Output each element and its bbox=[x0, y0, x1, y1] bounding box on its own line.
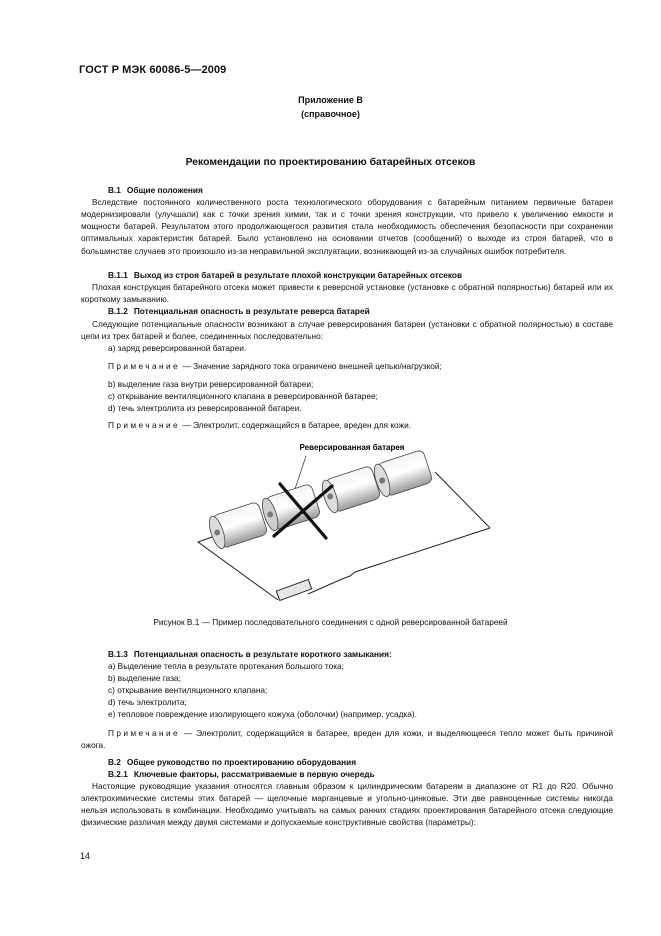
section-heading-b13 bbox=[108, 649, 392, 659]
circuit-wire-bottom bbox=[308, 528, 490, 594]
figure-b1-diagram bbox=[190, 436, 500, 604]
note-label: Примечание bbox=[108, 420, 181, 430]
section-number: В.1.2 bbox=[108, 306, 128, 316]
resistor-body bbox=[276, 579, 311, 600]
battery-cell-1 bbox=[206, 501, 268, 550]
note-2 bbox=[108, 420, 411, 430]
section-heading-b1 bbox=[108, 185, 203, 195]
battery-cell-reversed bbox=[259, 483, 321, 532]
document-header: ГОСТ Р МЭК 60086-5—2009 bbox=[79, 64, 227, 76]
resistor bbox=[276, 579, 311, 600]
note-text: — Значение зарядного тока ограничено внешней цепью/нагрузкой; bbox=[182, 361, 442, 371]
section-number: В.1 bbox=[108, 185, 121, 195]
note-text: — Электролит, содержащийся в батарее, вреден для кожи. bbox=[182, 420, 412, 430]
note-label: Примечание bbox=[108, 728, 181, 738]
list-item: d) течь электролита; bbox=[108, 697, 187, 707]
note-label: Примечание bbox=[108, 361, 181, 371]
battery-cell-4 bbox=[371, 449, 433, 498]
figure-label: Реверсированная батарея bbox=[299, 443, 405, 452]
appendix-title: Рекомендации по проектированию батарейных отсеков bbox=[185, 157, 476, 168]
section-heading-b21 bbox=[108, 769, 375, 779]
section-number: В.2.1 bbox=[108, 769, 128, 779]
note-text: — Электролит, содержащийся в батарее, вреден для кожи, и выделяющееся тепло может быть причиной ожога. bbox=[81, 728, 613, 751]
section-heading-b11 bbox=[108, 270, 462, 280]
section-heading-b2 bbox=[108, 757, 356, 767]
section-number: В.2 bbox=[108, 757, 121, 767]
list-item: c) открывание вентиляционного клапана; bbox=[108, 685, 268, 695]
list-item: d) течь электролита из реверсированной батареи. bbox=[108, 403, 302, 413]
appendix-status: (справочное) bbox=[301, 109, 360, 119]
list-item: b) выделение газа внутри реверсированной батареи; bbox=[108, 379, 314, 389]
list-item: а) заряд реверсированной батареи. bbox=[108, 343, 247, 353]
section-title: Общее руководство по проектированию оборудования bbox=[126, 757, 357, 767]
section-title: Общие положения bbox=[126, 185, 203, 195]
section-title: Ключевые факторы, рассматриваемые в первую очередь bbox=[133, 769, 375, 779]
note-1 bbox=[108, 361, 442, 371]
note-3 bbox=[81, 727, 613, 751]
section-number: В.1.3 bbox=[108, 649, 128, 659]
section-title: Выход из строя батарей в результате плохой конструкции батарейных отсеков bbox=[133, 270, 463, 280]
paragraph-b21: Настоящие руководящие указания относятся главным образом к цилиндрическим батареям в диапазоне от R1 до R20. Обычно электрохимические системы этих батарей — щелочные марганцевые и угольно-цинковые. Эти две равноценные системы никогда нельзя использовать в комбинации. Необходимо учитывать на самых ранних стадиях проектирования батарейного отсека следующие физические различия между двумя системами и допускаемые конструктивные свойства (параметры): bbox=[81, 781, 613, 828]
list-item: e) тепловое повреждение изолирующего кожуха (оболочки) (например, усадка). bbox=[108, 709, 417, 719]
page-number: 14 bbox=[80, 851, 91, 861]
list-item: c) открывание вентиляционного клапана в реверсированной батарее; bbox=[108, 391, 378, 401]
list-item: а) Выделение тепла в результате протекания большого тока; bbox=[108, 661, 344, 671]
paragraph-b1: Вследствие постоянного количественного роста технологического оборудования с батарейным питанием первичные батареи модернизировали (улучшали) как с точки зрения химии, так и с точки зрения конструкции, что привело к увеличению емкости и мощности батарей. Результатом этого продолжающегося развития стала необходимость обеспечения безопасности при сохранении оптимальных характеристик батарей. Было установлено на основании отчетов (сообщений) о выходе из строя батарей, что в большинстве случаев это произошло из-за неправильной эксплуатации, возникающей из-за случайных ошибок потребителя. bbox=[81, 197, 613, 256]
circuit-wire-right bbox=[435, 472, 490, 528]
section-heading-b12 bbox=[108, 306, 370, 316]
paragraph-b12: Следующие потенциальные опасности возникают в случае реверсирования батареи (установки с обратной полярностью) в составе цепи из трех батарей и более, соединенных последовательно: bbox=[81, 319, 613, 342]
list-item: b) выделение газа; bbox=[108, 673, 181, 683]
section-title: Потенциальная опасность в результате реверса батарей bbox=[133, 306, 370, 316]
figure-caption: Рисунок В.1 — Пример последовательного соединения с одной реверсированной батареей bbox=[153, 617, 508, 627]
section-title: Потенциальная опасность в результате короткого замыкания: bbox=[133, 649, 392, 659]
paragraph-b11: Плохая конструкция батарейного отсека может привести к реверсной установке (установке с обратной полярностью) батарей или их короткому замыканию. bbox=[81, 282, 613, 305]
appendix-label: Приложение В bbox=[298, 95, 363, 105]
section-number: В.1.1 bbox=[108, 270, 128, 280]
